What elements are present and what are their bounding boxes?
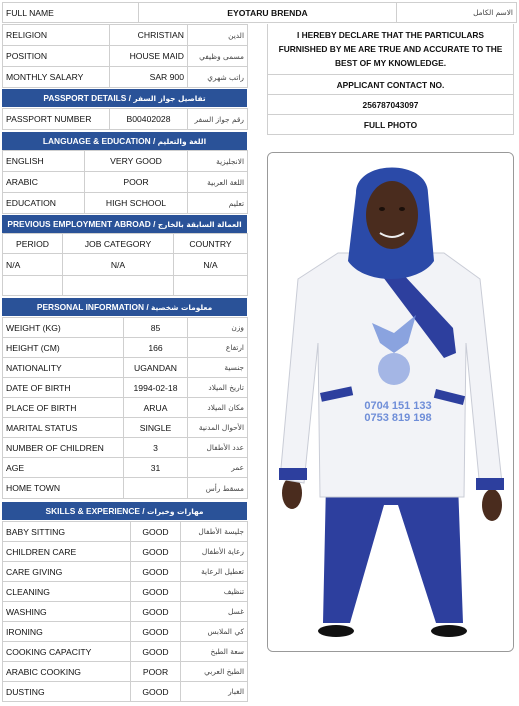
passport-header-arabic: تفاصيل جواز السفر [133,94,206,103]
applicant-photo-illustration [268,153,514,652]
table-row [3,478,248,499]
table-row [3,358,248,378]
education-arabic: تعليم [188,193,248,214]
skill-label: CARE GIVING [3,562,131,582]
skill-label: IRONING [3,622,131,642]
column-header-country: COUNTRY [174,234,248,254]
weight-arabic: وزن [188,318,248,338]
passport-number-label: PASSPORT NUMBER [3,109,110,130]
religion-value: CHRISTIAN [110,25,188,46]
hometown-label: HOME TOWN [3,478,124,499]
table-row [3,622,248,642]
birthplace-arabic: مكان الميلاد [188,398,248,418]
full-name-arabic: الاسم الكامل [397,3,517,23]
table-row [3,438,248,458]
table-row [3,602,248,622]
table-row [3,582,248,602]
passport-header-text: PASSPORT DETAILS / [43,93,132,103]
marital-status-label: MARITAL STATUS [3,418,124,438]
hometown-value [124,478,188,499]
personal-header-text: PERSONAL INFORMATION / [36,302,149,312]
table-row [3,276,248,296]
passport-table [2,108,248,130]
height-arabic: ارتفاع [188,338,248,358]
english-label: ENGLISH [3,151,85,172]
weight-value: 85 [124,318,188,338]
country-value: N/A [174,254,248,276]
dob-arabic: تاريخ الميلاد [188,378,248,398]
arabic-arabic: اللغة العربية [188,172,248,193]
salary-label: MONTHLY SALARY [3,67,110,88]
skill-value: GOOD [131,562,181,582]
skill-arabic: كي الملابس [181,622,248,642]
table-row [3,25,248,46]
language-header-arabic: اللغة والتعليم [157,137,207,146]
skills-section-header [2,502,247,520]
skills-table [2,521,248,702]
globe-icon [378,353,410,385]
children-count-value: 3 [124,438,188,458]
full-photo [267,152,514,652]
arabic-value: POOR [85,172,188,193]
language-section-header [2,132,247,150]
face [366,181,418,249]
full-name-table [2,2,517,23]
nationality-value: UGANDAN [124,358,188,378]
position-value: HOUSE MAID [110,46,188,67]
table-row [3,172,248,193]
height-value: 166 [124,338,188,358]
table-row [3,338,248,358]
table-row [3,46,248,67]
table-row [3,378,248,398]
table-row [3,522,248,542]
skill-label: CLEANING [3,582,131,602]
table-row [3,662,248,682]
position-label: POSITION [3,46,110,67]
skill-label: BABY SITTING [3,522,131,542]
table-row [3,318,248,338]
skill-value: GOOD [131,682,181,702]
full-name-label: FULL NAME [3,3,139,23]
religion-label: RELIGION [3,25,110,46]
declaration-text: I HEREBY DECLARE THAT THE PARTICULARS FURNISHED BY ME ARE TRUE AND ACCURATE TO THE BEST OF MY KNOWLEDGE. [267,24,514,75]
birthplace-value: ARUA [124,398,188,418]
job-category-value: N/A [63,254,174,276]
logo-phone-2: 0753 819 198 [364,412,432,424]
salary-value: SAR 900 [110,67,188,88]
children-count-label: NUMBER OF CHILDREN [3,438,124,458]
language-table [2,150,248,214]
skill-arabic: رعاية الأطفال [181,542,248,562]
table-row [3,458,248,478]
personal-header-arabic: معلومات شخصية [151,303,213,312]
full-name-value: EYOTARU BRENDA [139,3,397,23]
skill-value: GOOD [131,522,181,542]
passport-number-arabic: رقم جواز السفر [188,109,248,130]
age-arabic: عمر [188,458,248,478]
contact-label: APPLICANT CONTACT NO. [267,75,514,95]
dob-value: 1994-02-18 [124,378,188,398]
arabic-label: ARABIC [3,172,85,193]
skill-label: CHILDREN CARE [3,542,131,562]
left-cuff [279,468,307,480]
age-value: 31 [124,458,188,478]
skill-value: GOOD [131,622,181,642]
table-row [3,67,248,88]
right-cuff [476,478,504,490]
skill-arabic: غسل [181,602,248,622]
passport-number-value: B00402028 [110,109,188,130]
table-row [3,109,248,130]
table-row [3,682,248,702]
table-row [3,398,248,418]
marital-status-value: SINGLE [124,418,188,438]
skill-label: WASHING [3,602,131,622]
table-row [3,418,248,438]
period-value: N/A [3,254,63,276]
skill-value: GOOD [131,582,181,602]
nationality-label: NATIONALITY [3,358,124,378]
table-row [3,193,248,214]
nationality-arabic: جنسية [188,358,248,378]
column-header-job-category: JOB CATEGORY [63,234,174,254]
marital-status-arabic: الأحوال المدنية [188,418,248,438]
english-value: VERY GOOD [85,151,188,172]
salary-arabic: راتب شهري [188,67,248,88]
skill-arabic: تعطيل الرعاية [181,562,248,582]
table-row [3,542,248,562]
basic-info-table [2,24,248,88]
education-value: HIGH SCHOOL [85,193,188,214]
skill-label: DUSTING [3,682,131,702]
right-shoe [431,625,467,637]
weight-label: WEIGHT (KG) [3,318,124,338]
logo-phone-1: 0704 151 133 [364,400,432,412]
education-label: EDUCATION [3,193,85,214]
table-header-row [3,234,248,254]
employment-section-header [2,215,247,233]
passport-section-header [2,89,247,107]
skill-arabic: تنظيف [181,582,248,602]
declaration-box [267,24,514,135]
table-row [3,642,248,662]
employment-table [2,233,248,296]
contact-value: 256787043097 [267,95,514,115]
personal-section-header [2,298,247,316]
skill-value: GOOD [131,542,181,562]
full-photo-label: FULL PHOTO [267,115,514,135]
employment-header-text: PREVIOUS EMPLOYMENT ABROAD / [7,219,156,229]
english-arabic: الانجليزية [188,151,248,172]
skill-arabic: جليسة الأطفال [181,522,248,542]
skills-header-arabic: مهارات وخبرات [146,507,204,516]
skill-value: POOR [131,662,181,682]
religion-arabic: الدين [188,25,248,46]
table-row [3,151,248,172]
skill-value: GOOD [131,602,181,622]
skill-arabic: سعة الطبخ [181,642,248,662]
table-row [3,254,248,276]
age-label: AGE [3,458,124,478]
personal-table [2,317,248,499]
skill-arabic: الغبار [181,682,248,702]
skill-label: ARABIC COOKING [3,662,131,682]
skill-arabic: الطبخ العربي [181,662,248,682]
hometown-arabic: مسقط رأس [188,478,248,499]
table-row [3,562,248,582]
dob-label: DATE OF BIRTH [3,378,124,398]
employment-header-arabic: العمالة السابقة بالخارج [157,220,242,229]
skills-header-text: SKILLS & EXPERIENCE / [45,506,145,516]
children-count-arabic: عدد الأطفال [188,438,248,458]
left-shoe [318,625,354,637]
position-arabic: مسمى وظيفي [188,46,248,67]
birthplace-label: PLACE OF BIRTH [3,398,124,418]
height-label: HEIGHT (CM) [3,338,124,358]
skill-value: GOOD [131,642,181,662]
right-hand [482,489,502,521]
column-header-period: PERIOD [3,234,63,254]
skill-label: COOKING CAPACITY [3,642,131,662]
language-header-text: LANGUAGE & EDUCATION / [42,136,156,146]
